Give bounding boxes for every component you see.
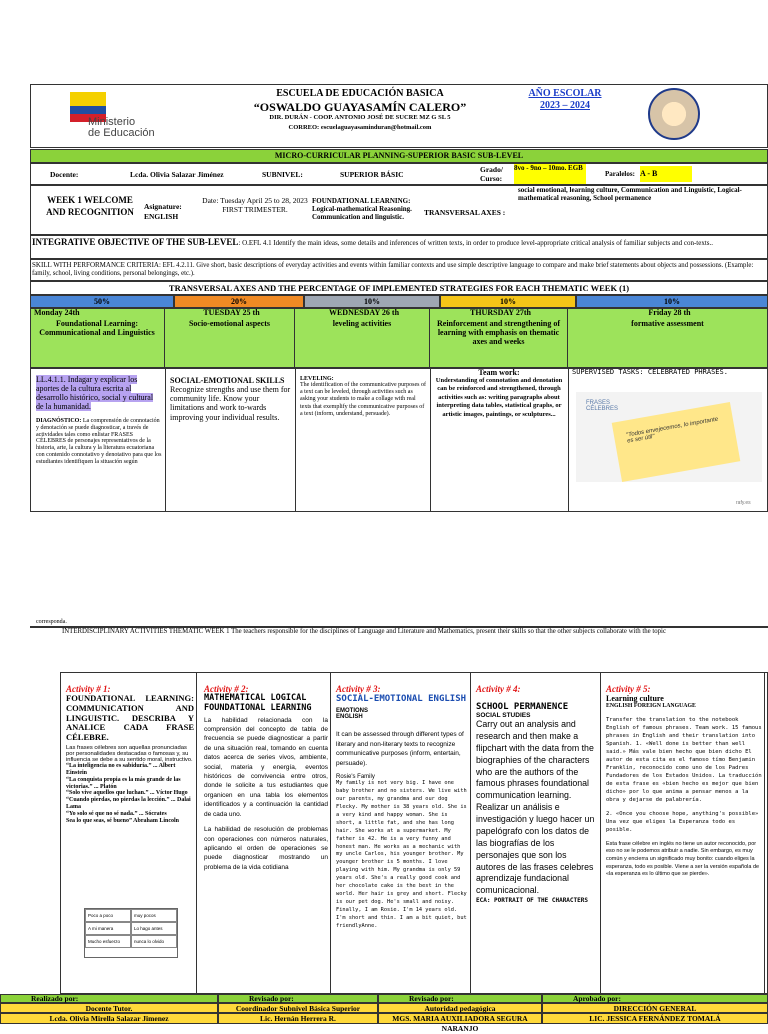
tuesday-content <box>170 376 292 506</box>
phrase-table-cell: Mucho esfuerzo <box>85 935 131 948</box>
footer-name: MGS. MARIA AUXILIADORA SEGURA NARANJO <box>378 1013 542 1024</box>
wednesday-content <box>300 376 426 506</box>
quote-item: “La conquista propia es la más grande de las victorias.” ... Platón <box>66 776 181 790</box>
skill-label: SKILL WITH PERFORMANCE CRITERIA <box>32 261 159 269</box>
activity-3-title: SOCIAL-EMOTIONAL ENGLISH <box>336 694 467 704</box>
activity-5-sub: ENGLISH FOREIGN LANGUAGE <box>606 703 696 709</box>
asignatura-label: Asignature: <box>144 202 182 211</box>
quote-item: “La inteligencia no es sabiduría.” ... Albert Einstein <box>66 762 176 776</box>
activity-5-body3: Esta frase célebre en inglés no tiene un autor reconocido, por eso no se le podemos atribuir a nadie. Sin embargo, es muy común y encierra un significado muy bonito: cuando eliges la esperanza, todo es posible. Viene a ser la versión española de «la esperanza es lo último que se pierde». <box>606 840 760 878</box>
day-topic: Socio-emotional aspects <box>188 319 271 328</box>
school-email: CORREO: escuelaguayasaminduran@hotmail.com <box>288 124 432 131</box>
day-label: Monday 24th <box>34 308 80 317</box>
activity-5-label: Activity # 5: <box>606 684 651 694</box>
activity-1-label: Activity # 1: <box>66 684 111 694</box>
friday-content <box>572 368 766 510</box>
ministry-logo <box>64 92 184 139</box>
activity-2-body2: La habilidad de resolución de problemas con operaciones con números naturales, aplicando el orden de operaciones se puede diagnosticar mostrando un problema de la vida cotidiana <box>204 826 328 871</box>
activity-5-body: Transfer the translation to the notebook English of famous phrases. Team work. 15 famous phrases in English and their translation into Spanish. 1. «Well done is better than well said.» Más vale bien hecho que bien dicho El autor de esta cita es el famoso tímo Benjamin Franklin, reconocido como uno de los Padres Fundadores de los Estados Unidos. La traducción de esta frase es «bien hecho es mejor que bien dicho» por lo que anima a pensar menos a la obra y dejarse de palabrería. <box>606 717 762 803</box>
planning-title: MICRO-CURRICULAR PLANNING-SUPERIOR BASIC SUB-LEVEL <box>30 149 768 163</box>
thursday-content <box>434 368 564 498</box>
quote-item: “Solo vive aquellos que luchan.” ... Víctor Hugo <box>66 790 188 797</box>
day-column <box>295 308 430 368</box>
day-label: Friday 28 th <box>648 308 691 317</box>
thursday-title: Team work: <box>478 368 520 377</box>
thursday-text: Understanding of connotation and denotation can be reinforced and strengthened, through activities such as: writing paragraphs about interpreting data tables, statistical graphs, or artistic images, paintings, or sculptures... <box>435 377 563 418</box>
percentage-row <box>30 295 768 308</box>
ministry-line2: de Educación <box>88 127 155 139</box>
activity-1 <box>66 684 194 992</box>
footer-header: Aprobado por: <box>542 994 768 1003</box>
activity-3-label: Activity # 3: <box>336 684 381 694</box>
activity-3-sub: EMOTIONS ENGLISH <box>336 708 369 721</box>
footer-header: Realizado por: <box>0 994 218 1003</box>
signatures-footer <box>0 994 768 1033</box>
activity-1-title: FOUNDATIONAL LEARNING: COMMUNICATION AND LINGUISTIC. DESCRIBA Y ANALICE CADA FRASE CÉLEBRE. <box>66 693 194 743</box>
footer-role: Coordinador Subnivel Básica Superior <box>218 1003 378 1013</box>
quote-item: Sea lo que seas, sé bueno” Abraham Lincoln <box>66 817 180 824</box>
integrative-body: : O.EFL 4.1 Identify the main ideas, some details and inferences of written texts, in order to produce level-appropriate critical analysis of familiar subjects and con-texts.. <box>238 239 714 247</box>
week-title: WEEK 1 WELCOME AND RECOGNITION <box>46 195 134 217</box>
skill-body: : EFL 4.2.11. Give short, basic descriptions of everyday activities and events within familiar contexts and use simple descriptive language to compare and make brief statements about objects and possessions. (Example: family, school, living conditions, personal belongings, etc.). <box>32 262 754 277</box>
school-type: ESCUELA DE EDUCACIÓN BASICA <box>276 88 444 99</box>
phrase-table-cell: nunca lo olvido <box>131 935 177 948</box>
activity-2-body: La habilidad relacionada con la comprensión del concepto de tabla de frecuencia se puede diagnosticar a partir de una situación real, tomando en cuenta datos acerca de series vivos, ambiente, social, materia y energía, eventos históricos de convivencia entre otros, donde le solicite a tus estudiantes que organicen en una tabla los elementos identificados y a continuación la cantidad de cada uno. <box>204 716 328 818</box>
footer-name: Lic. Hernán Herrera R. <box>218 1013 378 1024</box>
integrative-text <box>32 237 762 248</box>
phrase-table-cell: muy pocos <box>131 909 177 922</box>
day-column <box>30 308 165 368</box>
continuation: corresponda. <box>36 619 67 625</box>
activity-5 <box>606 684 762 984</box>
activity-4-title: SCHOOL PERMANENCE <box>476 702 569 712</box>
school-seal-icon <box>648 88 700 140</box>
activity-4-eca: ECA: PORTRAIT OF THE CHARACTERS <box>476 897 588 905</box>
story-text: My family is not very big. I have one baby brother and no sisters. We live with our parents, my grandma and our dog Flecky. My mother is 38 years old. She is a very kind and happy woman. She is short, a little fat, and she has long hair. She works at a supermarket. My father is 42. He is a very funny and honest man. He works as a mechanic with my uncle Carlos, his younger brother. My younger brother is 5 months. I love playing with him. My grandma is only 59 years old. She's a really good cook and her chocolate cake is the best in the world. Her hair is grey and short. Flecky is our pet dog. He's small and noisy. Finally, I am Rosie. I'm 14 years old. I'm short and thin. I am a bit quiet, but friendlyAnne. <box>336 780 467 929</box>
activity-4-label: Activity # 4: <box>476 684 521 694</box>
activity-5-body2: 2. «Once you choose hope, anything's possible» Una vez que eliges la Esperanza todo es posible. <box>606 810 759 833</box>
subnivel-value: SUPERIOR BÁSIC <box>340 170 404 179</box>
day-column <box>430 308 568 368</box>
quote-item: “Yo solo sé que no sé nada.” ... Sócrates <box>66 811 167 818</box>
activity-3-body: It can be assessed through different types of literary and non-literary texts to recognize communicative purposes (inform, entertain, persuade). <box>336 731 464 767</box>
activity-4-sub: SOCIAL STUDIES <box>476 712 531 719</box>
activity-1-body: Las frases célebres son aquellas pronunciadas por personalidades destacadas o famosas y, su influencia se debe a su sentido moral, instructivo. <box>66 744 193 763</box>
phrase-table-cell: Poco a poco <box>85 909 131 922</box>
day-column <box>568 308 768 368</box>
footer-role: Docente Tutor. <box>0 1003 218 1013</box>
days-container <box>30 308 768 368</box>
day-topic: leveling activities <box>332 319 392 328</box>
phrase-table-cell: A mi manera <box>85 922 131 935</box>
day-topic: Foundational Learning: Communicational and Linguistics <box>39 319 155 338</box>
friday-title: SUPERVISED TASKS: CELEBRATED PHRASES. <box>572 368 728 376</box>
activity-4 <box>476 684 598 984</box>
subnivel-label: SUBNIVEL: <box>262 170 303 179</box>
foundational-learning: FOUNDATIONAL LEARNING: Logical-mathematical Reasoning. Communication and linguistic. <box>312 197 412 222</box>
quote-list <box>66 763 194 825</box>
day-label: TUESDAY 25 th <box>203 308 260 317</box>
diag-text: La comprensión de connotación y denotación se puede diagnosticar, a través de actividades tales como enlistar FRASES CÉLEBRES de personajes representativos de la historia, arte, la cultura y la literatura ecuatoriana con contenido connotativo y denotativo para que los estudiantes identifiquen la situación según <box>36 417 162 466</box>
tuesday-text: Recognize strengths and use them for community life. Know your limitations and work to-wards improving your individual results. <box>170 385 291 422</box>
paralelos-label: Paralelos: <box>605 170 635 178</box>
activity-5-title: Learning culture <box>606 694 664 703</box>
docente-label: Docente: <box>50 170 79 179</box>
activity-2-title: MATHEMATICAL LOGICAL FOUNDATIONAL LEARNING <box>204 693 312 713</box>
asignatura-value: ENGLISH <box>144 212 179 221</box>
phrase-table <box>84 908 178 958</box>
day-topic: Reinforcement and strengthening of learning with emphasis on thematic axes and weeks <box>436 319 561 347</box>
school-name: “OSWALDO GUAYASAMÍN CALERO” <box>253 100 467 114</box>
story-title: Rosie's Family <box>336 774 375 781</box>
school-year-label: AÑO ESCOLAR <box>528 88 602 99</box>
footer-header: Revisado por: <box>378 994 542 1003</box>
week-date: Date: Tuesday April 25 to 28, 2023 FIRST TRIMESTER. <box>202 196 308 214</box>
axes-label: TRANSVERSAL AXES : <box>424 208 506 217</box>
wednesday-text: The identification of the communicative purposes of a text can be leveled, through activities such as asking your students to make a collage with real texts that exemplify the communicative purposes of a text (inform, understand, persuade). <box>300 382 426 417</box>
day-column <box>165 308 295 368</box>
activity-4-body: Carry out an analysis and research and then make a flipchart with the data from the biographies of the characters who are the authors of the famous phrases foundational communication learning. Realizar un análisis e investigación y luego hacer un papelógrafo con los datos de las biografías de los personajes que son los autores de las frases celebres aprendizaje fundacional comunicacional. <box>476 719 595 896</box>
day-topic: formative assessment <box>631 319 704 328</box>
activity-2-label: Activity # 2: <box>204 684 249 694</box>
footer-role: Autoridad pedagógica <box>378 1003 542 1013</box>
flag-yellow <box>70 92 106 106</box>
diag-label: DIAGNÓSTICO: <box>36 417 82 424</box>
ministry-line1: Ministerio <box>88 116 136 128</box>
phrase-card <box>576 392 762 506</box>
grado-label: Grado/ Curso: <box>480 165 503 183</box>
footer-name: Lcda. Olivia Mirella Salazar Jimenez <box>0 1013 218 1024</box>
card-credit: rafy.es <box>736 500 751 506</box>
footer-header: Revisado por: <box>218 994 378 1003</box>
wednesday-title: LEVELING: <box>300 376 334 382</box>
monday-skill: LL.4.1.1. Indagar y explicar los aportes de la cultura escrita al desarrollo histórico, social y cultural de la humanidad. <box>36 375 154 411</box>
skill-text <box>32 261 762 278</box>
interdisciplinary-text: INTERDISCIPLINARY ACTIVITIES THEMATIC WEEK 1 The teachers responsible for the disciplines of Language and Literature and Mathematics, present their skills so that the other subjects collaborate with the topic <box>62 628 666 635</box>
percentage-cell: 20% <box>174 295 304 308</box>
quote-item: “Cuando pierdas, no pierdas la lección.” ... Dalai Lama <box>66 797 191 811</box>
flag-blue <box>70 106 106 114</box>
activity-3 <box>336 684 468 992</box>
card-title: FRASES CÉLEBRES <box>586 400 619 412</box>
paralelos-value: A - B <box>640 166 692 182</box>
percentage-cell: 50% <box>30 295 174 308</box>
phrase-table-cell: Lo hago antes <box>131 922 177 935</box>
school-address: DIR. DURÁN - COOP. ANTONIO JOSÉ DE SUCRE MZ G SL 5 <box>269 114 451 121</box>
day-label: THURSDAY 27th <box>470 308 531 317</box>
activity-2 <box>204 684 328 924</box>
integrative-label: INTEGRATIVE OBJECTIVE OF THE SUB-LEVEL <box>32 237 239 247</box>
percentage-cell: 10% <box>440 295 576 308</box>
monday-content <box>36 376 162 510</box>
percentage-cell: 10% <box>576 295 768 308</box>
school-year: 2023 – 2024 <box>540 100 590 111</box>
footer-name: LIC. JESSICA FERNÁNDEZ TOMALÁ <box>542 1013 768 1024</box>
axes-value: social emotional, learning culture, Communication and Linguistic, Logical-mathematical reasoning, School permanence <box>518 186 742 203</box>
docente-name: Lcda. Olivia Salazar Jiménez <box>130 170 224 179</box>
card-quote: "Todos envejecemos, lo importante es ser útil" <box>625 416 719 445</box>
tuesday-title: SOCIAL-EMOTIONAL SKILLS <box>170 376 285 385</box>
day-label: WEDNESDAY 26 th <box>328 308 400 317</box>
footer-role: DIRECCIÓN GENERAL <box>542 1003 768 1013</box>
percentage-cell: 10% <box>304 295 440 308</box>
transversal-title: TRANSVERSAL AXES AND THE PERCENTAGE OF IMPLEMENTED STRATEGIES FOR EACH THEMATIC WEEK (1) <box>30 281 768 295</box>
grado-value: 8vo - 9no – 10mo. EGB <box>514 164 586 184</box>
